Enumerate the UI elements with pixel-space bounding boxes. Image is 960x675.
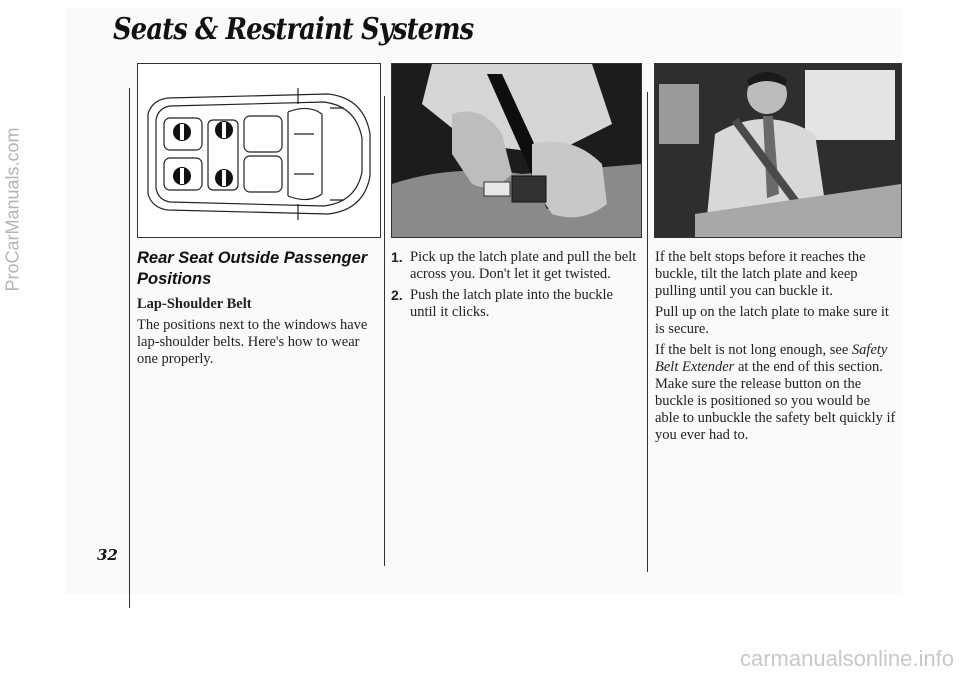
- column-divider-1: [384, 96, 385, 566]
- step-item: [391, 287, 639, 321]
- left-margin-rule: [129, 88, 130, 608]
- seat-layout-diagram: [137, 63, 381, 238]
- extender-text-start: If the belt is not long enough, see: [655, 342, 852, 358]
- extender-paragraph: [655, 342, 897, 444]
- side-watermark: [2, 20, 24, 400]
- belt-tilt-paragraph: If the belt stops before it reaches the buckle, tilt the latch plate and keep pulling until you can buckle it.: [655, 249, 866, 299]
- step-item: [391, 249, 639, 283]
- secure-check-paragraph: Pull up on the latch plate to make sure it is secure.: [655, 304, 889, 337]
- seated-passenger-photo: [654, 63, 902, 238]
- extender-text-end: at the end of this section. Make sure the release button on the buckle is positioned so you would be able to unbuckle the safety belt quickly if you ever had to.: [655, 359, 896, 443]
- passenger-illustration: [655, 64, 901, 237]
- step-number: 2.: [391, 287, 403, 303]
- footer-watermark: carmanualsonline.info: [739, 646, 954, 671]
- side-watermark-text: ProCarManuals.com: [2, 127, 23, 292]
- page-title: Seats & Restraint Systems: [113, 12, 474, 47]
- vehicle-topview-illustration: [138, 64, 380, 237]
- step-number: 1.: [391, 249, 403, 265]
- column-2: [391, 249, 639, 325]
- page-number: 32: [97, 546, 118, 564]
- step-text: Push the latch plate into the buckle until it clicks.: [410, 287, 613, 320]
- buckle-photo: [391, 63, 642, 238]
- column-divider-2: [647, 92, 648, 572]
- latch-plate-illustration: [392, 64, 641, 237]
- column-1: [137, 248, 369, 372]
- safety-belt-extender-reference: Safety Belt Extender: [655, 342, 888, 375]
- intro-paragraph: The positions next to the windows have lap-shoulder belts. Here's how to wear one properly.: [137, 317, 368, 367]
- column-3: [655, 249, 897, 448]
- step-text: Pick up the latch plate and pull the belt across you. Don't let it get twisted.: [410, 249, 637, 282]
- section-heading: Rear Seat Outside Passenger Positions: [137, 249, 368, 288]
- subsection-heading: Lap-Shoulder Belt: [137, 296, 252, 312]
- buckle-steps-list: [391, 249, 639, 321]
